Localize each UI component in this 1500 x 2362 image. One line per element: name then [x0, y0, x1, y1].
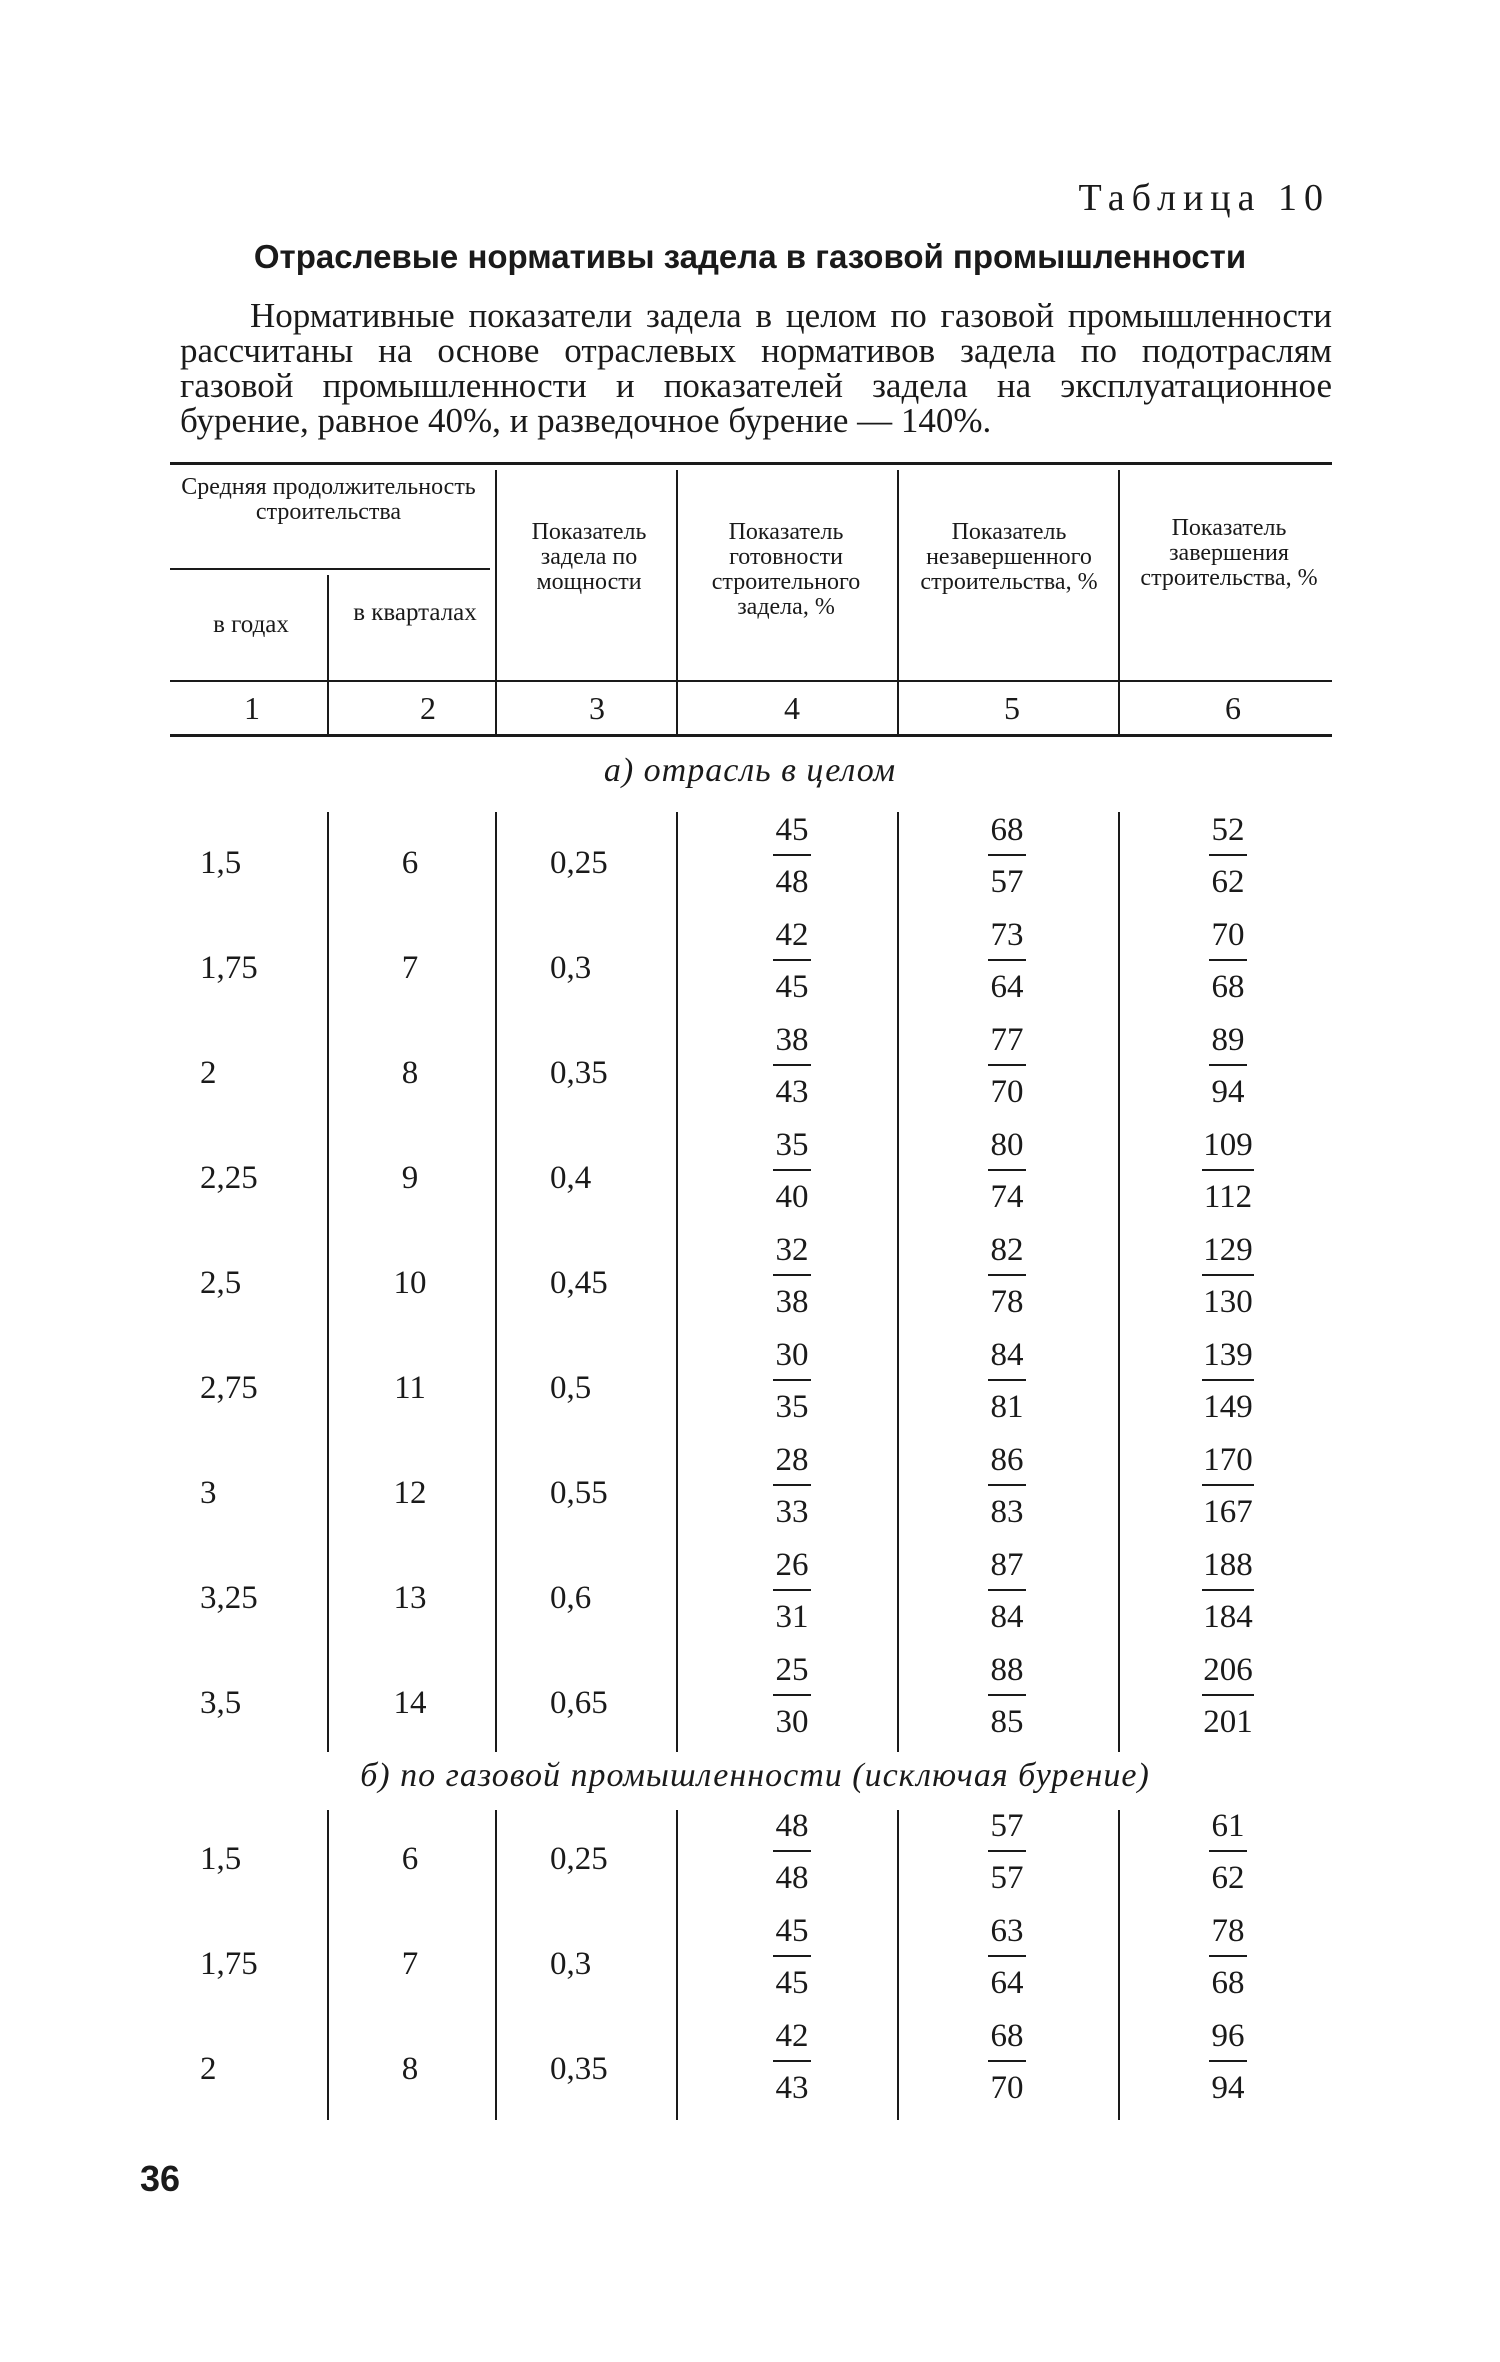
unfinished-numerator: 77	[990, 1022, 1024, 1058]
unfinished-numerator: 84	[990, 1337, 1024, 1373]
readiness-fraction	[752, 919, 832, 1004]
fraction-bar	[988, 1484, 1026, 1486]
completion-numerator: 139	[1203, 1337, 1253, 1373]
header-years: в годах	[213, 611, 289, 638]
quarters-cell: 6	[401, 1841, 419, 1877]
readiness-denominator: 45	[775, 1965, 809, 2001]
header-completion: Показатель завершения строительства, %	[1140, 515, 1318, 591]
fraction-bar	[988, 959, 1026, 961]
fraction-bar	[1202, 1589, 1254, 1591]
unfinished-fraction	[967, 1915, 1047, 2000]
unfinished-denominator: 64	[990, 969, 1024, 1005]
readiness-numerator: 30	[775, 1337, 809, 1373]
fraction-bar	[1202, 1274, 1254, 1276]
completion-denominator: 94	[1211, 2070, 1245, 2106]
unfinished-numerator: 80	[990, 1127, 1024, 1163]
column-number: 6	[1225, 690, 1241, 726]
completion-fraction	[1188, 1549, 1268, 1634]
body-divider	[1118, 1810, 1120, 2120]
fraction-bar	[1209, 1850, 1247, 1852]
column-number: 5	[1004, 690, 1020, 726]
completion-numerator: 89	[1211, 1022, 1245, 1058]
capacity-cell: 0,3	[550, 1946, 592, 1982]
capacity-cell: 0,25	[550, 845, 608, 881]
fraction-bar	[773, 1955, 811, 1957]
readiness-numerator: 38	[775, 1022, 809, 1058]
column-number: 3	[589, 690, 605, 726]
readiness-fraction	[752, 1129, 832, 1214]
column-number: 4	[784, 690, 800, 726]
capacity-cell: 0,35	[550, 2051, 608, 2087]
readiness-fraction	[752, 814, 832, 899]
completion-numerator: 96	[1211, 2018, 1245, 2054]
unfinished-numerator: 88	[990, 1652, 1024, 1688]
fraction-bar	[1202, 1169, 1254, 1171]
readiness-fraction	[752, 2020, 832, 2105]
completion-numerator: 109	[1203, 1127, 1253, 1163]
unfinished-fraction	[967, 1810, 1047, 1895]
completion-numerator: 129	[1203, 1232, 1253, 1268]
unfinished-fraction	[967, 1129, 1047, 1214]
readiness-fraction	[752, 1654, 832, 1739]
years-cell: 1,5	[200, 845, 242, 881]
header-duration-group: Средняя продолжительность строительства	[181, 474, 476, 525]
body-divider	[1118, 812, 1120, 1752]
completion-fraction	[1188, 1024, 1268, 1109]
header-capacity: Показатель задела по мощности	[531, 519, 647, 595]
capacity-cell: 0,5	[550, 1370, 592, 1406]
unfinished-fraction	[967, 1654, 1047, 1739]
header-divider	[1118, 470, 1120, 735]
header-divider	[327, 575, 329, 735]
completion-denominator: 130	[1203, 1284, 1253, 1320]
fraction-bar	[1202, 1379, 1254, 1381]
completion-fraction	[1188, 1810, 1268, 1895]
readiness-fraction	[752, 1810, 832, 1895]
years-cell: 3,5	[200, 1685, 242, 1721]
readiness-numerator: 45	[775, 812, 809, 848]
years-cell: 2,25	[200, 1160, 258, 1196]
unfinished-fraction	[967, 1024, 1047, 1109]
readiness-denominator: 38	[775, 1284, 809, 1320]
header-bottom-rule	[170, 734, 1332, 737]
header-divider	[495, 470, 497, 735]
fraction-bar	[1209, 854, 1247, 856]
capacity-cell: 0,3	[550, 950, 592, 986]
completion-numerator: 78	[1211, 1913, 1245, 1949]
completion-denominator: 201	[1203, 1704, 1253, 1740]
unfinished-denominator: 83	[990, 1494, 1024, 1530]
quarters-cell: 10	[393, 1265, 427, 1301]
unfinished-denominator: 78	[990, 1284, 1024, 1320]
unfinished-numerator: 73	[990, 917, 1024, 953]
unfinished-denominator: 85	[990, 1704, 1024, 1740]
fraction-bar	[773, 1274, 811, 1276]
fraction-bar	[988, 2060, 1026, 2062]
readiness-denominator: 48	[775, 864, 809, 900]
completion-fraction	[1188, 1915, 1268, 2000]
header-quarters: в кварталах	[353, 599, 477, 626]
readiness-denominator: 48	[775, 1860, 809, 1896]
readiness-numerator: 28	[775, 1442, 809, 1478]
unfinished-denominator: 70	[990, 1074, 1024, 1110]
completion-fraction	[1188, 919, 1268, 1004]
fraction-bar	[1202, 1484, 1254, 1486]
readiness-numerator: 45	[775, 1913, 809, 1949]
fraction-bar	[988, 1694, 1026, 1696]
readiness-numerator: 42	[775, 917, 809, 953]
completion-fraction	[1188, 1654, 1268, 1739]
table-heading: Отраслевые нормативы задела в газовой промышленности	[253, 238, 1247, 275]
unfinished-fraction	[967, 1444, 1047, 1529]
unfinished-denominator: 74	[990, 1179, 1024, 1215]
fraction-bar	[988, 1169, 1026, 1171]
fraction-bar	[988, 1850, 1026, 1852]
capacity-cell: 0,45	[550, 1265, 608, 1301]
unfinished-fraction	[967, 2020, 1047, 2105]
completion-fraction	[1188, 1444, 1268, 1529]
completion-denominator: 167	[1203, 1494, 1253, 1530]
fraction-bar	[988, 854, 1026, 856]
quarters-cell: 8	[401, 2051, 419, 2087]
column-number: 1	[244, 690, 260, 726]
readiness-fraction	[752, 1444, 832, 1529]
readiness-numerator: 35	[775, 1127, 809, 1163]
unfinished-numerator: 57	[990, 1808, 1024, 1844]
table-caption: Таблица 10	[1078, 177, 1330, 219]
header-divider	[676, 470, 678, 735]
readiness-denominator: 35	[775, 1389, 809, 1425]
body-divider	[495, 1810, 497, 2120]
completion-fraction	[1188, 1339, 1268, 1424]
readiness-fraction	[752, 1549, 832, 1634]
unfinished-fraction	[967, 1549, 1047, 1634]
fraction-bar	[773, 1379, 811, 1381]
fraction-bar	[1209, 2060, 1247, 2062]
intro-paragraph: Нормативные показатели задела в целом по газовой промышленности рассчитаны на основе отраслевых нормативов задела по подотраслям газовой промышленности и показателей задела на эксплуатационное бурение, равное 40%, и разведочное бурение — 140%.	[180, 296, 1332, 440]
years-cell: 2,5	[200, 1265, 242, 1301]
page-number: 36	[140, 2158, 181, 2199]
capacity-cell: 0,55	[550, 1475, 608, 1511]
unfinished-numerator: 63	[990, 1913, 1024, 1949]
body-divider	[676, 812, 678, 1752]
section-title-a: а) отрасль в целом	[603, 752, 897, 789]
unfinished-fraction	[967, 919, 1047, 1004]
unfinished-numerator: 68	[990, 2018, 1024, 2054]
fraction-bar	[1202, 1694, 1254, 1696]
readiness-denominator: 33	[775, 1494, 809, 1530]
completion-fraction	[1188, 2020, 1268, 2105]
completion-denominator: 184	[1203, 1599, 1253, 1635]
body-divider	[495, 812, 497, 1752]
body-divider	[897, 1810, 899, 2120]
unfinished-fraction	[967, 1234, 1047, 1319]
capacity-cell: 0,25	[550, 1841, 608, 1877]
quarters-cell: 9	[401, 1160, 419, 1196]
unfinished-fraction	[967, 814, 1047, 899]
years-cell: 1,75	[200, 1946, 258, 1982]
completion-fraction	[1188, 1234, 1268, 1319]
section-title-b: б) по газовой промышленности (исключая бурение)	[360, 1757, 1150, 1794]
unfinished-denominator: 70	[990, 2070, 1024, 2106]
fraction-bar	[988, 1589, 1026, 1591]
readiness-denominator: 43	[775, 1074, 809, 1110]
completion-numerator: 61	[1211, 1808, 1245, 1844]
completion-denominator: 62	[1211, 1860, 1245, 1896]
unfinished-numerator: 68	[990, 812, 1024, 848]
fraction-bar	[773, 2060, 811, 2062]
fraction-bar	[773, 1589, 811, 1591]
body-divider	[897, 812, 899, 1752]
completion-numerator: 70	[1211, 917, 1245, 953]
fraction-bar	[1209, 959, 1247, 961]
completion-numerator: 170	[1203, 1442, 1253, 1478]
quarters-cell: 14	[393, 1685, 427, 1721]
readiness-fraction	[752, 1234, 832, 1319]
unfinished-denominator: 57	[990, 864, 1024, 900]
unfinished-denominator: 81	[990, 1389, 1024, 1425]
unfinished-numerator: 87	[990, 1547, 1024, 1583]
body-divider	[676, 1810, 678, 2120]
readiness-fraction	[752, 1339, 832, 1424]
column-numbers-top-rule	[170, 680, 1332, 682]
fraction-bar	[1209, 1064, 1247, 1066]
unfinished-numerator: 82	[990, 1232, 1024, 1268]
fraction-bar	[988, 1274, 1026, 1276]
readiness-numerator: 26	[775, 1547, 809, 1583]
readiness-numerator: 32	[775, 1232, 809, 1268]
years-cell: 3	[200, 1475, 217, 1511]
capacity-cell: 0,35	[550, 1055, 608, 1091]
capacity-cell: 0,65	[550, 1685, 608, 1721]
completion-numerator: 206	[1203, 1652, 1253, 1688]
fraction-bar	[773, 854, 811, 856]
readiness-denominator: 30	[775, 1704, 809, 1740]
readiness-denominator: 43	[775, 2070, 809, 2106]
header-divider	[897, 470, 899, 735]
fraction-bar	[773, 1694, 811, 1696]
readiness-denominator: 31	[775, 1599, 809, 1635]
quarters-cell: 7	[401, 950, 419, 986]
completion-denominator: 149	[1203, 1389, 1253, 1425]
fraction-bar	[773, 959, 811, 961]
completion-denominator: 68	[1211, 969, 1245, 1005]
years-cell: 2	[200, 1055, 217, 1091]
fraction-bar	[773, 1064, 811, 1066]
readiness-numerator: 42	[775, 2018, 809, 2054]
capacity-cell: 0,6	[550, 1580, 592, 1616]
fraction-bar	[1209, 1955, 1247, 1957]
fraction-bar	[773, 1169, 811, 1171]
readiness-numerator: 25	[775, 1652, 809, 1688]
unfinished-denominator: 84	[990, 1599, 1024, 1635]
completion-denominator: 112	[1203, 1179, 1253, 1215]
header-readiness: Показатель готовности строительного задела, %	[711, 519, 861, 620]
quarters-cell: 8	[401, 1055, 419, 1091]
completion-denominator: 94	[1211, 1074, 1245, 1110]
fraction-bar	[773, 1850, 811, 1852]
completion-fraction	[1188, 1129, 1268, 1214]
body-divider	[327, 1810, 329, 2120]
readiness-denominator: 40	[775, 1179, 809, 1215]
fraction-bar	[773, 1484, 811, 1486]
quarters-cell: 11	[394, 1370, 426, 1406]
completion-denominator: 62	[1211, 864, 1245, 900]
unfinished-numerator: 86	[990, 1442, 1024, 1478]
subheader-rule	[170, 568, 490, 570]
quarters-cell: 13	[393, 1580, 427, 1616]
completion-numerator: 188	[1203, 1547, 1253, 1583]
years-cell: 2,75	[200, 1370, 258, 1406]
capacity-cell: 0,4	[550, 1160, 592, 1196]
quarters-cell: 12	[393, 1475, 427, 1511]
fraction-bar	[988, 1379, 1026, 1381]
unfinished-denominator: 57	[990, 1860, 1024, 1896]
quarters-cell: 6	[401, 845, 419, 881]
years-cell: 1,75	[200, 950, 258, 986]
completion-denominator: 68	[1211, 1965, 1245, 2001]
completion-fraction	[1188, 814, 1268, 899]
fraction-bar	[988, 1064, 1026, 1066]
unfinished-fraction	[967, 1339, 1047, 1424]
header-unfinished: Показатель незавершенного строительства, %	[920, 519, 1098, 595]
table-top-rule	[170, 462, 1332, 465]
readiness-denominator: 45	[775, 969, 809, 1005]
unfinished-denominator: 64	[990, 1965, 1024, 2001]
readiness-numerator: 48	[775, 1808, 809, 1844]
quarters-cell: 7	[401, 1946, 419, 1982]
column-number: 2	[420, 690, 436, 726]
completion-numerator: 52	[1211, 812, 1245, 848]
fraction-bar	[988, 1955, 1026, 1957]
years-cell: 2	[200, 2051, 217, 2087]
years-cell: 1,5	[200, 1841, 242, 1877]
years-cell: 3,25	[200, 1580, 258, 1616]
body-divider	[327, 812, 329, 1752]
readiness-fraction	[752, 1915, 832, 2000]
readiness-fraction	[752, 1024, 832, 1109]
